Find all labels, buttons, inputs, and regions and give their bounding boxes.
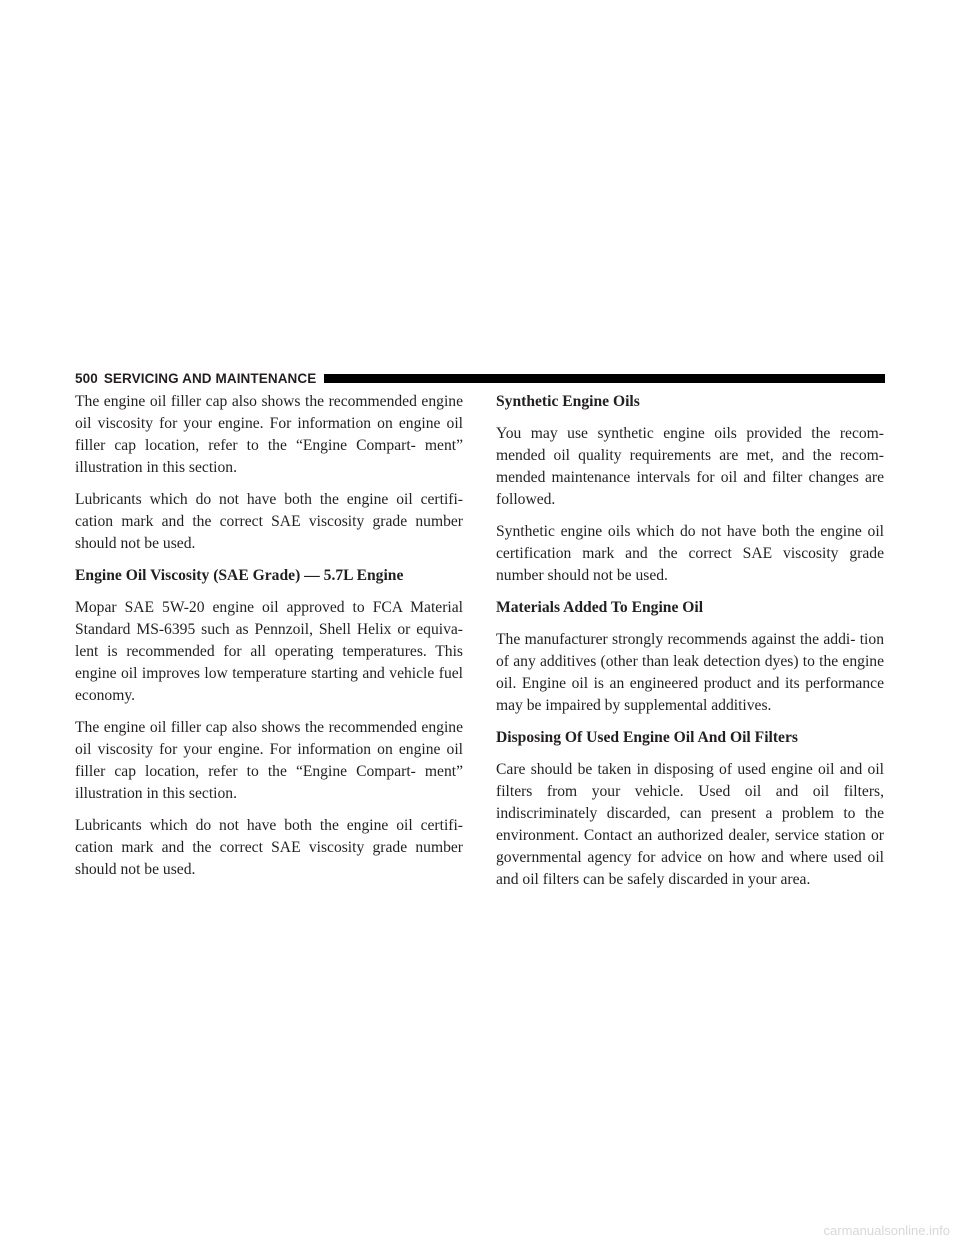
section-title: SERVICING AND MAINTENANCE xyxy=(103,370,317,386)
right-column xyxy=(496,391,884,901)
paragraph: Mopar SAE 5W-20 engine oil approved to FCA Material Standard MS-6395 such as Pennzoil, Shell Helix or equiva- lent is recommended for all operating temperatures. This engine oil improves low temperature starting and vehicle fuel economy. xyxy=(75,599,463,704)
paragraph: The manufacturer strongly recommends against the addi- tion of any additives (other than leak detection dyes) to the engine oil. Engine oil is an engineered product and its performance may be impaired by supplemental additives. xyxy=(496,631,884,714)
watermark-link[interactable]: carmanualsonline.info xyxy=(823,1223,950,1238)
paragraph: The engine oil filler cap also shows the recommended engine oil viscosity for your engine. For information on engine oil filler cap location, refer to the “Engine Compart- ment” illustration in this section. xyxy=(75,719,463,802)
paragraph: Care should be taken in disposing of used engine oil and oil filters from your vehicle. Used oil and oil filters, indiscriminately discarded, can present a problem to the environment. Contact an authorized dealer, service station or governmental agency for advice on how and where used oil and oil filters can be safely discarded in your area. xyxy=(496,761,884,888)
page-number: 500 xyxy=(75,370,98,386)
paragraph: You may use synthetic engine oils provided the recom- mended oil quality requirements are met, and the recom- mended maintenance intervals for oil and filter changes are followed. xyxy=(496,425,884,508)
section-heading: Synthetic Engine Oils xyxy=(496,393,640,410)
header-rule xyxy=(324,374,885,383)
section-heading: Disposing Of Used Engine Oil And Oil Filters xyxy=(496,729,798,746)
paragraph: Lubricants which do not have both the engine oil certifi- cation mark and the correct SAE viscosity grade number should not be used. xyxy=(75,491,463,552)
page-header xyxy=(75,370,885,386)
paragraph: The engine oil filler cap also shows the recommended engine oil viscosity for your engine. For information on engine oil filler cap location, refer to the “Engine Compart- ment” illustration in this section. xyxy=(75,393,463,476)
section-heading: Engine Oil Viscosity (SAE Grade) — 5.7L Engine xyxy=(75,567,404,584)
section-heading: Materials Added To Engine Oil xyxy=(496,599,704,616)
paragraph: Lubricants which do not have both the engine oil certifi- cation mark and the correct SAE viscosity grade number should not be used. xyxy=(75,817,463,878)
left-column xyxy=(75,391,463,891)
paragraph: Synthetic engine oils which do not have both the engine oil certification mark and the correct SAE viscosity grade number should not be used. xyxy=(496,523,884,584)
